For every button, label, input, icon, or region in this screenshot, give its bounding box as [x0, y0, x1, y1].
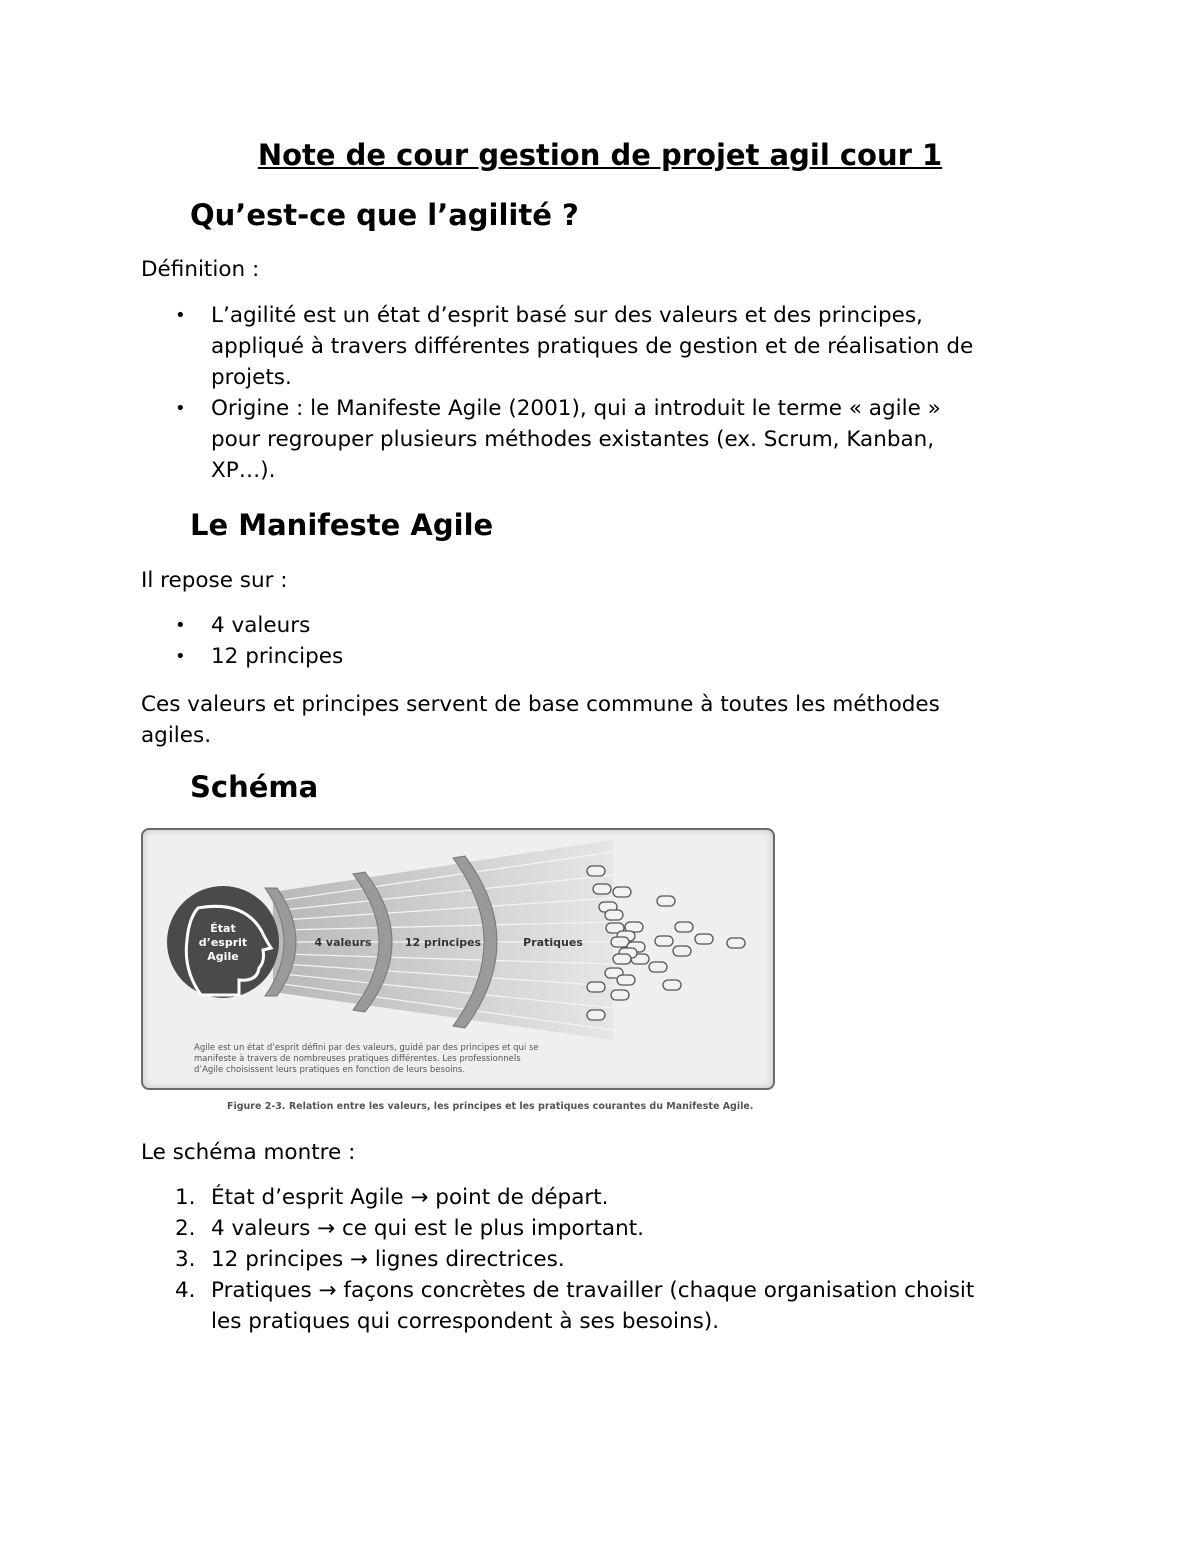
document-title: Note de cour gestion de projet agil cour 1: [257, 138, 943, 172]
head-label-line-1: État: [210, 922, 236, 935]
step-number: 1.: [175, 1185, 196, 1210]
list-item: • Origine : le Manifeste Agile (2001), qui a introduit le terme « agile » pour regrouper plusieurs méthodes existantes (ex. Scrum, Kanban, XP…).: [141, 393, 1061, 486]
list-item: 4. Pratiques → façons concrètes de travailler (chaque organisation choisit les pratiques qui correspondent à ses besoins).: [141, 1275, 1061, 1337]
heading-schema: Schéma: [190, 770, 319, 804]
list-item: • L’agilité est un état d’esprit basé sur des valeurs et des principes, appliqué à travers différentes pratiques de gestion et de réalisation de projets.: [141, 300, 1061, 393]
heading-manifesto: Le Manifeste Agile: [190, 508, 494, 542]
label-principles: 12 principes: [404, 936, 482, 949]
definition-label: Définition :: [141, 257, 260, 282]
manifesto-conclusion: Ces valeurs et principes servent de base commune à toutes les méthodes agiles.: [141, 692, 940, 748]
manifesto-bullet-list: [141, 610, 1061, 672]
label-practices: Pratiques: [523, 936, 583, 949]
list-item: 3. 12 principes → lignes directrices.: [141, 1244, 1061, 1275]
list-item: 1. État d’esprit Agile → point de départ.: [141, 1182, 1061, 1213]
agility-bullet-list: [141, 300, 1061, 486]
figure-caption: Figure 2-3. Relation entre les valeurs, les principes et les pratiques courantes du Manifeste Agile.: [227, 1101, 754, 1112]
list-item: • 12 principes: [141, 641, 1061, 672]
label-values: 4 valeurs: [314, 936, 372, 949]
bullet-icon: •: [175, 615, 186, 636]
head-label-line-3: Agile: [207, 950, 239, 963]
repose-label: Il repose sur :: [141, 568, 288, 593]
step-number: 3.: [175, 1247, 196, 1272]
schema-intro: Le schéma montre :: [141, 1140, 356, 1165]
bullet-icon: •: [175, 398, 186, 419]
practice-pills: [587, 866, 745, 1020]
figure-description: Agile est un état d’esprit défini par des valeurs, guidé par des principes et qui se manifeste à travers de nombreuses pratiques différentes. Les professionnels d’Agile choisissent leurs pratiques en fonction de leurs besoins.: [194, 1043, 539, 1075]
step-number: 2.: [175, 1216, 196, 1241]
list-item: • 4 valeurs: [141, 610, 1061, 641]
bullet-icon: •: [175, 305, 186, 326]
list-item: 2. 4 valeurs → ce qui est le plus important.: [141, 1213, 1061, 1244]
head-label-line-2: d’esprit: [198, 936, 248, 949]
step-number: 4.: [175, 1278, 196, 1303]
heading-agility: Qu’est-ce que l’agilité ?: [190, 198, 579, 232]
schema-steps-list: [141, 1182, 1061, 1337]
bullet-icon: •: [175, 646, 186, 667]
